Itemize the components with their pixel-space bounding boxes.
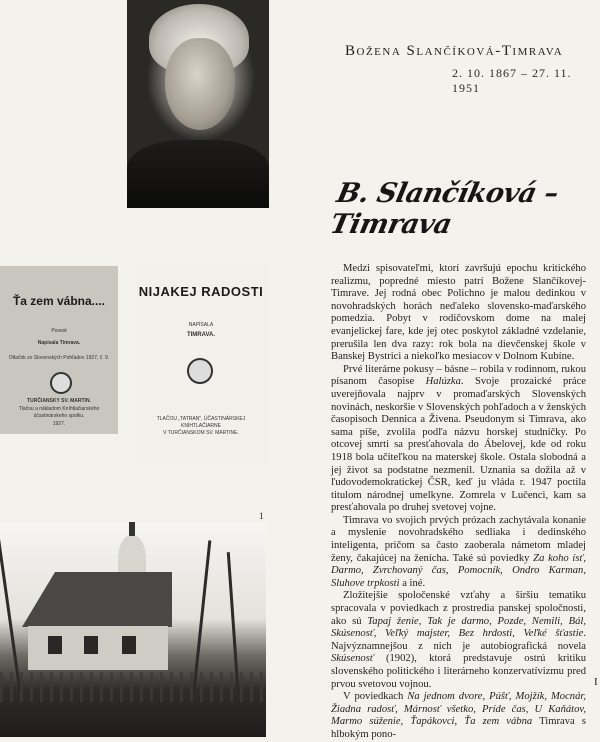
paragraph: Zložitejšie spoločenské vzťahy a širšiu tematiku spracovala v poviedkach z prostredia panskej spoločnosti, ako sú Tapaj ženie, Tak je darmo, Pozde, Nemili, Bál, Skúsenosť, Veľký majster, Bez hrdosti, Veľké šťastie. Najvýznamnejšou z nich je autobiografická novela Skúsenosť (1902), ktorá predstavuje ostrú kritiku slovenského politického i literárneho konzervatívizmu pred prvou svetovou vojnou. bbox=[331, 590, 586, 690]
page-number: I bbox=[594, 676, 598, 688]
cover-left-line2: Napísala Timrava. bbox=[37, 340, 81, 346]
author-portrait-photo bbox=[127, 0, 269, 208]
author-name-heading: Božena Slančíková-Timrava bbox=[345, 43, 564, 59]
paragraph: Timrava vo svojich prvých prózach zachytávala konanie a myslenie novohradského sedliaka i dedinského inteligenta, pričom sa často zaoberala námetom mladej ženy, čakajúcej na ženícha. Také sú poviedky Za koho ísť, Darmo, Zvrchovaný čas, Pomocník, Ondro Karman, Sluhove trpkosti a iné. bbox=[331, 514, 586, 589]
author-signature: B. Slančíková – Timrava bbox=[327, 178, 562, 240]
house-window bbox=[48, 636, 62, 654]
parsonage-photo bbox=[0, 522, 266, 737]
cover-right-line4: V TURČIANSKOM SV. MARTINE. bbox=[163, 430, 239, 436]
figure-number: 1 bbox=[259, 511, 264, 521]
paragraph: V poviedkach Na jednom dvore, Púšť, Mojžík, Mocnár, Žiadna radosť, Márnosť všetko, Príde čas, U Kaňátov, Marmo súženie, Ťapákovci, Ťa zem vábna Timrava s hlbokým pono- bbox=[331, 691, 586, 740]
cover-left-title: Ťa zem vábna.... bbox=[12, 294, 106, 308]
cover-right-line2: TIMRAVA. bbox=[186, 332, 216, 338]
cover-left-line4: TURČIANSKY SV. MARTIN. bbox=[27, 398, 91, 404]
house-roof bbox=[22, 572, 172, 627]
house-window bbox=[84, 636, 98, 654]
house-window bbox=[122, 636, 136, 654]
portrait-face bbox=[165, 38, 235, 130]
book-cover-nijakej-radosti bbox=[135, 266, 267, 464]
paragraph: Medzi spisovateľmi, ktorí završujú epochu kritického realizmu, popredné miesto patrí Božene Slančíkovej-Timrave. Jej rodná obec Polichno je malou dedinkou v novohradských horách neďaleko slovensko-maďarského pomedzia. Pobyt v rodičovskom dome na malej evanjelickej fare, kde jej otec poskytol základné vzdelanie, prerušila len dva razy: rok bola na dievčenskej škole v Banskej Bystrici a niekoľko mesiacov v Dolnom Kubíne. bbox=[331, 263, 586, 363]
author-life-dates: 2. 10. 1867 – 27. 11. 1951 bbox=[452, 66, 572, 95]
portrait-dress bbox=[127, 140, 269, 208]
cover-right-line3: TLAČOU „TATRAN", ÚČASTINÁRSKEJ KNÍHTLAČIARNE bbox=[156, 416, 246, 429]
biography-text bbox=[331, 263, 586, 742]
cover-right-line1: NAPÍSALA bbox=[188, 322, 214, 328]
paragraph: Prvé literárne pokusy – básne – robila v rodinnom, rukou písanom časopise Halúzka. Svoje prozaické práce uverejňovala najprv v promaďarských Slovenských novinách, neskoršie v Slovenských pohľadoch a v ženských časopisoch Dennica a Živena. Pseudonym si Timrava, ako sama píše, zvolila podľa názvu horskej studničky. Po otcovej smrti sa presťahovala do Ábelovej, kde od roku 1918 bola učiteľkou na materskej škole. Ostala slobodná a jej život sa podstatne nezmenil. Uznania sa dožila až v ľudovodemokratickej ČSR, keď ju vláda r. 1947 poctila titulom národnej umelkyne. Zomrela v Lučenci, kam sa presťahovala po druhej svetovej vojne. bbox=[331, 363, 586, 514]
book-cover-ta-zem-vabna bbox=[0, 266, 118, 434]
cover-left-line5: Tlačou a nákladom Kníhtlačiarského účastinárskeho spolku. bbox=[18, 406, 100, 419]
cover-left-line1: Povest bbox=[51, 328, 67, 334]
cover-right-title: NIJAKEJ RADOSTI bbox=[138, 284, 264, 299]
cover-left-line6: 1927. bbox=[52, 421, 66, 427]
cover-left-line3: Otlačok zo Slovenských Pohľadov 1927, č. 9. bbox=[8, 355, 110, 361]
wooden-fence bbox=[0, 672, 266, 702]
cover-right-seal-icon bbox=[187, 358, 213, 384]
cover-left-seal-icon bbox=[50, 372, 72, 394]
